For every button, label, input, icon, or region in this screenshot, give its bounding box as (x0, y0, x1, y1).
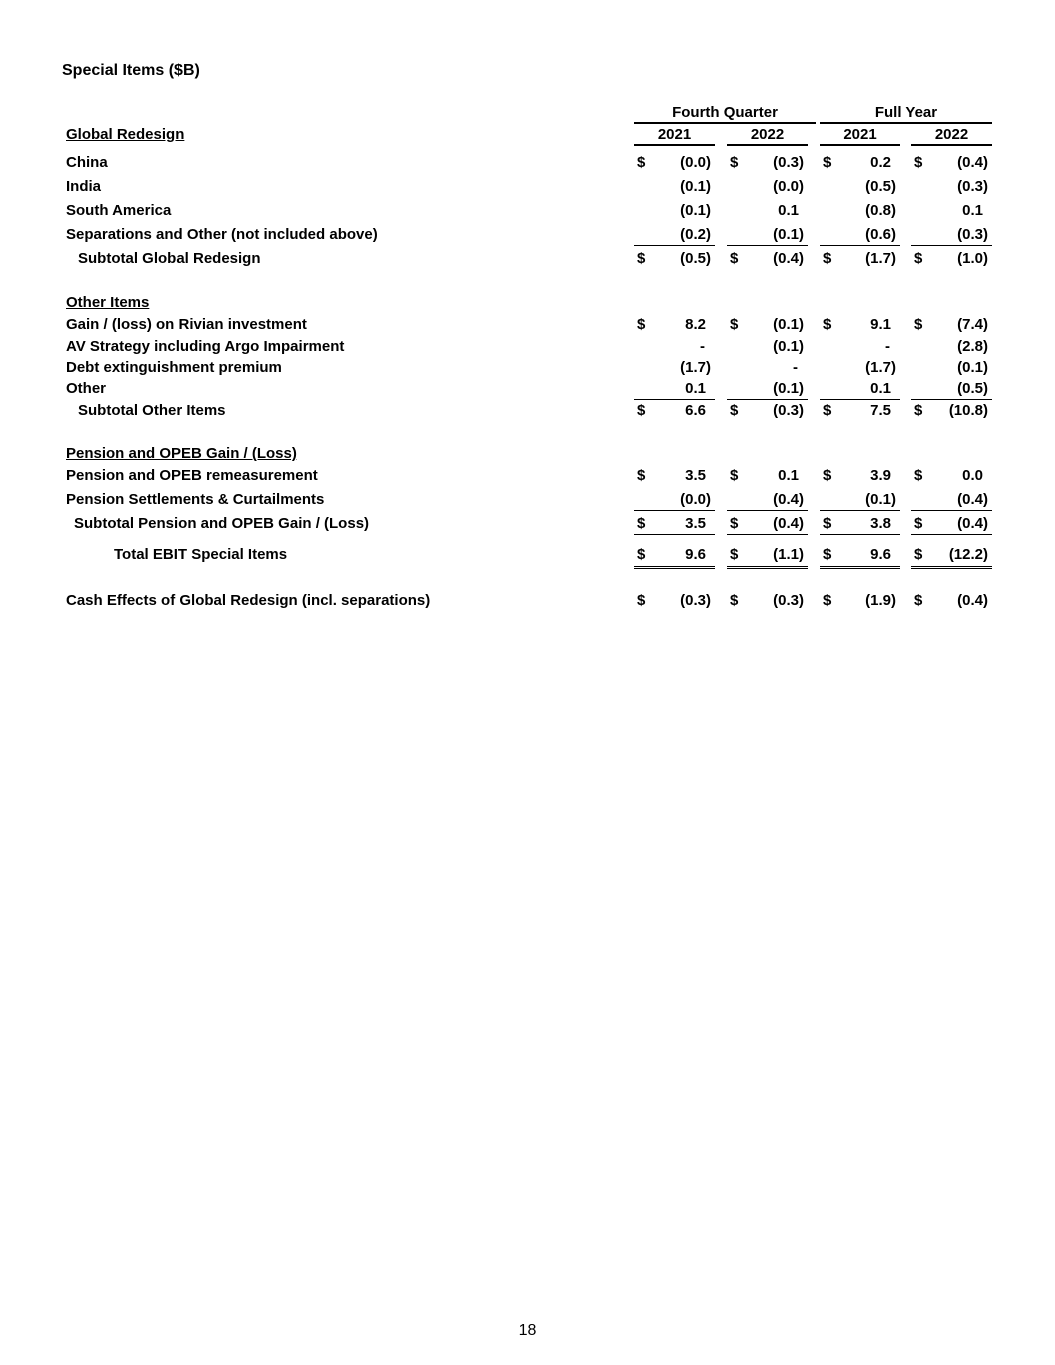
cell-value: (0.4) (957, 154, 988, 171)
section-label: Other Items (66, 294, 150, 311)
cell-q4-2022 (727, 490, 808, 511)
cell-value: (0.5) (680, 250, 711, 267)
col-header-fy-2021: 2021 (820, 126, 900, 146)
currency-symbol: $ (823, 316, 832, 333)
section-header-row (0, 444, 1055, 466)
cell-fy-2022 (911, 201, 992, 221)
cell-value: (0.5) (865, 178, 896, 195)
row-label: Gain / (loss) on Rivian investment (66, 316, 307, 333)
currency-symbol: $ (914, 467, 923, 484)
cell-value: (0.1) (680, 178, 711, 195)
table-row (0, 177, 1055, 199)
cell-value: (0.8) (865, 202, 896, 219)
cell-value: (0.0) (680, 154, 711, 171)
cell-value: 0.1 (962, 202, 983, 219)
cell-value: (0.3) (773, 154, 804, 171)
currency-symbol: $ (823, 546, 832, 563)
cell-value: (0.4) (773, 515, 804, 532)
col-header-fy-2022: 2022 (911, 126, 992, 146)
table-row (0, 591, 1055, 613)
currency-symbol: $ (914, 316, 923, 333)
table-row (0, 249, 1055, 271)
cell-value: (12.2) (948, 546, 988, 563)
currency-symbol: $ (914, 592, 923, 609)
cell-fy-2022 (911, 337, 992, 357)
cell-value: (0.3) (957, 226, 988, 243)
section-header-row (0, 293, 1055, 315)
cell-q4-2022 (727, 545, 808, 569)
cell-value: (1.0) (957, 250, 988, 267)
cell-fy-2022 (911, 401, 992, 421)
cell-q4-2022 (727, 337, 808, 357)
cell-value: (0.2) (680, 226, 711, 243)
cell-value: 9.6 (870, 546, 891, 563)
table-row (0, 490, 1055, 512)
cell-fy-2022 (911, 591, 992, 611)
currency-symbol: $ (914, 154, 923, 171)
cell-value: (10.8) (948, 402, 988, 419)
cell-fy-2022 (911, 225, 992, 246)
cell-value: - (700, 338, 705, 355)
cell-value: (0.6) (865, 226, 896, 243)
row-label: Subtotal Pension and OPEB Gain / (Loss) (74, 515, 370, 532)
currency-symbol: $ (823, 402, 832, 419)
cell-value: 6.6 (685, 402, 706, 419)
cell-q4-2021 (634, 201, 715, 221)
cell-fy-2021 (820, 177, 900, 197)
cell-value: (0.1) (773, 380, 804, 397)
cell-fy-2021 (820, 401, 900, 421)
currency-symbol: $ (823, 250, 832, 267)
section-label: Pension and OPEB Gain / (Loss) (66, 445, 297, 462)
cell-q4-2022 (727, 466, 808, 486)
currency-symbol: $ (914, 515, 923, 532)
cell-value: (1.9) (865, 592, 896, 609)
table-row (0, 153, 1055, 175)
section-label: Global Redesign (66, 126, 185, 143)
currency-symbol: $ (730, 154, 739, 171)
col-header-q4-2022: 2022 (727, 126, 808, 146)
cell-value: 8.2 (685, 316, 706, 333)
currency-symbol: $ (637, 154, 646, 171)
cell-fy-2021 (820, 358, 900, 378)
table-row (0, 358, 1055, 380)
currency-symbol: $ (730, 546, 739, 563)
cell-value: (0.4) (773, 250, 804, 267)
cell-q4-2021 (634, 249, 715, 269)
cell-q4-2022 (727, 591, 808, 611)
row-label: Pension Settlements & Curtailments (66, 491, 325, 508)
cell-value: 0.1 (685, 380, 706, 397)
cell-value: (0.0) (680, 491, 711, 508)
table-row (0, 315, 1055, 337)
cell-value: (0.4) (957, 515, 988, 532)
row-label: Cash Effects of Global Redesign (incl. separations) (66, 592, 431, 609)
table-row (0, 225, 1055, 247)
cell-value: (1.7) (680, 359, 711, 376)
cell-fy-2022 (911, 545, 992, 569)
cell-value: 0.0 (962, 467, 983, 484)
row-label: Subtotal Global Redesign (78, 250, 261, 267)
cell-value: (0.3) (773, 402, 804, 419)
currency-symbol: $ (637, 467, 646, 484)
cell-q4-2021 (634, 153, 715, 173)
cell-fy-2021 (820, 379, 900, 400)
cell-value: 3.8 (870, 515, 891, 532)
cell-fy-2021 (820, 153, 900, 173)
col-header-q4-2021: 2021 (634, 126, 715, 146)
cell-fy-2021 (820, 591, 900, 611)
table-row (0, 201, 1055, 223)
cell-fy-2021 (820, 225, 900, 246)
cell-value: (0.4) (957, 592, 988, 609)
cell-value: (0.1) (680, 202, 711, 219)
page-title: Special Items ($B) (62, 62, 200, 79)
cell-q4-2021 (634, 514, 715, 535)
cell-fy-2021 (820, 514, 900, 535)
cell-value: 9.6 (685, 546, 706, 563)
cell-q4-2021 (634, 358, 715, 378)
row-label: Separations and Other (not included above) (66, 226, 378, 243)
cell-value: (1.7) (865, 359, 896, 376)
currency-symbol: $ (823, 154, 832, 171)
cell-fy-2021 (820, 545, 900, 569)
cell-fy-2022 (911, 490, 992, 511)
cell-q4-2022 (727, 225, 808, 246)
currency-symbol: $ (730, 316, 739, 333)
cell-value: (0.0) (773, 178, 804, 195)
row-label: Other (66, 380, 107, 397)
fourth-quarter-header: Fourth Quarter (634, 104, 816, 124)
currency-symbol: $ (730, 250, 739, 267)
currency-symbol: $ (730, 467, 739, 484)
cell-fy-2021 (820, 315, 900, 335)
cell-value: (0.3) (680, 592, 711, 609)
row-label: Pension and OPEB remeasurement (66, 467, 318, 484)
cell-fy-2021 (820, 490, 900, 511)
cell-q4-2021 (634, 490, 715, 511)
cell-value: 0.2 (870, 154, 891, 171)
cell-value: - (793, 359, 798, 376)
row-label: Subtotal Other Items (78, 402, 226, 419)
cell-fy-2022 (911, 379, 992, 400)
cell-value: (0.1) (865, 491, 896, 508)
cell-value: 3.5 (685, 515, 706, 532)
cell-value: - (885, 338, 890, 355)
cell-q4-2022 (727, 358, 808, 378)
row-label: Debt extinguishment premium (66, 359, 282, 376)
cell-value: 3.5 (685, 467, 706, 484)
cell-q4-2022 (727, 201, 808, 221)
cell-q4-2021 (634, 545, 715, 569)
table-row (0, 514, 1055, 536)
currency-symbol: $ (823, 515, 832, 532)
cell-q4-2022 (727, 177, 808, 197)
cell-q4-2022 (727, 379, 808, 400)
cell-fy-2022 (911, 358, 992, 378)
cell-fy-2022 (911, 514, 992, 535)
cell-value: (0.1) (773, 226, 804, 243)
currency-symbol: $ (823, 592, 832, 609)
table-row (0, 545, 1055, 567)
currency-symbol: $ (637, 515, 646, 532)
currency-symbol: $ (914, 402, 923, 419)
currency-symbol: $ (730, 515, 739, 532)
cell-fy-2022 (911, 153, 992, 173)
cell-fy-2021 (820, 201, 900, 221)
cell-fy-2021 (820, 249, 900, 269)
currency-symbol: $ (730, 592, 739, 609)
cell-value: (0.3) (957, 178, 988, 195)
currency-symbol: $ (914, 250, 923, 267)
cell-fy-2021 (820, 466, 900, 486)
cell-q4-2022 (727, 514, 808, 535)
cell-value: (0.1) (773, 316, 804, 333)
cell-q4-2021 (634, 337, 715, 357)
currency-symbol: $ (637, 250, 646, 267)
table-row (0, 401, 1055, 423)
cell-value: 7.5 (870, 402, 891, 419)
cell-value: (0.3) (773, 592, 804, 609)
cell-value: 0.1 (778, 202, 799, 219)
cell-value: (0.1) (773, 338, 804, 355)
currency-symbol: $ (823, 467, 832, 484)
cell-value: 0.1 (778, 467, 799, 484)
row-label: AV Strategy including Argo Impairment (66, 338, 345, 355)
cell-q4-2022 (727, 249, 808, 269)
table-row (0, 379, 1055, 401)
cell-q4-2021 (634, 315, 715, 335)
currency-symbol: $ (637, 546, 646, 563)
table-row (0, 466, 1055, 488)
cell-fy-2022 (911, 315, 992, 335)
currency-symbol: $ (637, 592, 646, 609)
section-header-row (0, 125, 1055, 147)
cell-value: 0.1 (870, 380, 891, 397)
currency-symbol: $ (637, 402, 646, 419)
page-number: 18 (518, 1322, 537, 1339)
currency-symbol: $ (730, 402, 739, 419)
full-year-header: Full Year (820, 104, 992, 124)
currency-symbol: $ (914, 546, 923, 563)
cell-value: 3.9 (870, 467, 891, 484)
cell-q4-2021 (634, 591, 715, 611)
cell-q4-2022 (727, 153, 808, 173)
row-label: Total EBIT Special Items (114, 546, 288, 563)
cell-fy-2022 (911, 249, 992, 269)
row-label: South America (66, 202, 172, 219)
currency-symbol: $ (637, 316, 646, 333)
cell-value: (2.8) (957, 338, 988, 355)
cell-q4-2021 (634, 401, 715, 421)
cell-q4-2021 (634, 225, 715, 246)
cell-value: (0.4) (773, 491, 804, 508)
cell-q4-2021 (634, 177, 715, 197)
row-label: India (66, 178, 102, 195)
cell-q4-2021 (634, 379, 715, 400)
cell-fy-2021 (820, 337, 900, 357)
table-row (0, 337, 1055, 359)
cell-fy-2022 (911, 177, 992, 197)
cell-q4-2022 (727, 401, 808, 421)
cell-value: (1.1) (773, 546, 804, 563)
cell-value: (0.4) (957, 491, 988, 508)
cell-value: (1.7) (865, 250, 896, 267)
cell-value: (7.4) (957, 316, 988, 333)
cell-fy-2022 (911, 466, 992, 486)
cell-value: (0.5) (957, 380, 988, 397)
cell-value: (0.1) (957, 359, 988, 376)
row-label: China (66, 154, 108, 171)
cell-q4-2022 (727, 315, 808, 335)
cell-value: 9.1 (870, 316, 891, 333)
cell-q4-2021 (634, 466, 715, 486)
